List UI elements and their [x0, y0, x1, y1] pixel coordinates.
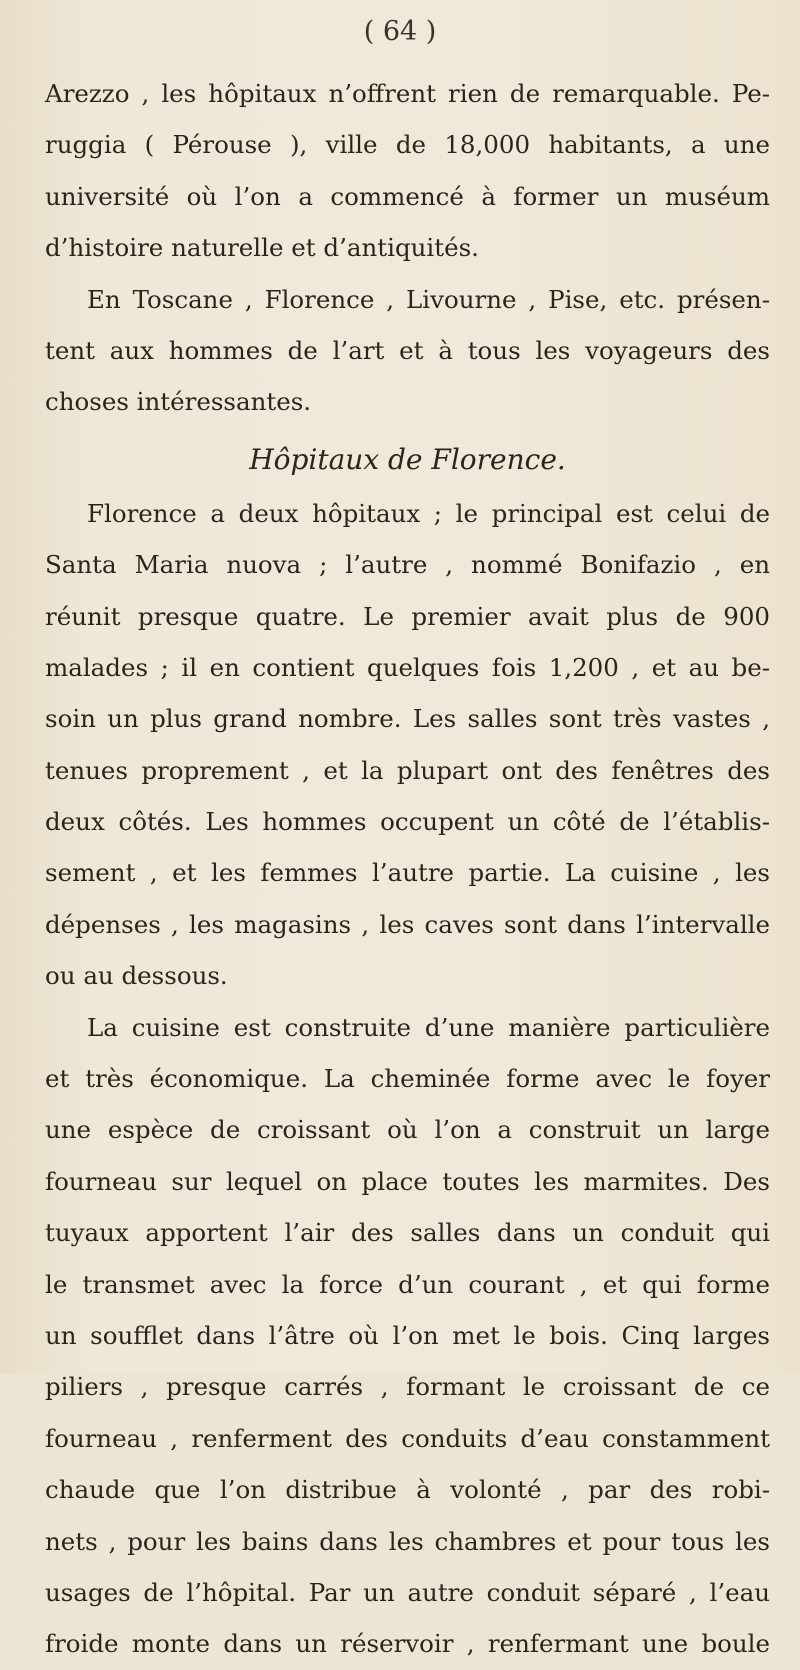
section-heading: Hôpitaux de Florence. [249, 442, 566, 476]
text-line: chaude que l’on distribue à volonté , par des robi- [45, 1475, 770, 1505]
text-line: un soufflet dans l’âtre où l’on met le bois. Cinq larges [45, 1320, 770, 1350]
text-line: une espèce de croissant où l’on a construit un large [45, 1115, 770, 1145]
text-line: froide monte dans un réservoir , renfermant une boule [45, 1629, 770, 1659]
text-line: tent aux hommes de l’art et à tous les voyageurs des [45, 335, 770, 365]
text-line: Arezzo , les hôpitaux n’offrent rien de remarquable. Pe- [45, 79, 770, 108]
text-line: Florence a deux hôpitaux ; le principal est celui de [87, 498, 770, 528]
text-line: En Toscane , Florence , Livourne , Pise, etc. présen- [87, 284, 770, 314]
text-line: ou au dessous. [45, 961, 228, 991]
text-line: sement , et les femmes l’autre partie. La cuisine , les [45, 858, 770, 888]
text-line: soin un plus grand nombre. Les salles sont très vastes , [45, 704, 770, 734]
text-line: et très économique. La cheminée forme avec le foyer [45, 1064, 770, 1094]
text-line: université où l’on a commencé à former un muséum [45, 181, 770, 211]
text-line: Santa Maria nuova ; l’autre , nommé Bonifazio , en [45, 550, 770, 580]
text-line: ruggia ( Pérouse ), ville de 18,000 habitants, a une [45, 130, 770, 160]
text-line: tenues proprement , et la plupart ont des fenêtres des [45, 755, 770, 785]
page-number: ( 64 ) [363, 16, 437, 47]
text-line: choses intéressantes. [45, 387, 312, 417]
text-line: malades ; il en contient quelques fois 1,200 , et au be- [45, 652, 770, 682]
text-line: nets , pour les bains dans les chambres et pour tous les [45, 1526, 770, 1556]
text-line: fourneau , renferment des conduits d’eau constamment [45, 1423, 770, 1453]
text-line: piliers , presque carrés , formant le croissant de ce [45, 1372, 770, 1402]
text-line: tuyaux apportent l’air des salles dans un conduit qui [45, 1218, 770, 1248]
text-line: deux côtés. Les hommes occupent un côté de l’établis- [45, 807, 770, 837]
text-line: La cuisine est construite d’une manière particulière [87, 1012, 770, 1042]
text-line: d’histoire naturelle et d’antiquités. [45, 233, 479, 263]
text-line: réunit presque quatre. Le premier avait plus de 900 [45, 601, 770, 631]
text-line: dépenses , les magasins , les caves sont dans l’intervalle [45, 909, 770, 939]
page-text [45, 68, 770, 1670]
text-line: fourneau sur lequel on place toutes les marmites. Des [45, 1166, 770, 1196]
text-line: usages de l’hôpital. Par un autre conduit séparé , l’eau [45, 1577, 770, 1607]
text-line: le transmet avec la force d’un courant , et qui forme [45, 1269, 770, 1299]
